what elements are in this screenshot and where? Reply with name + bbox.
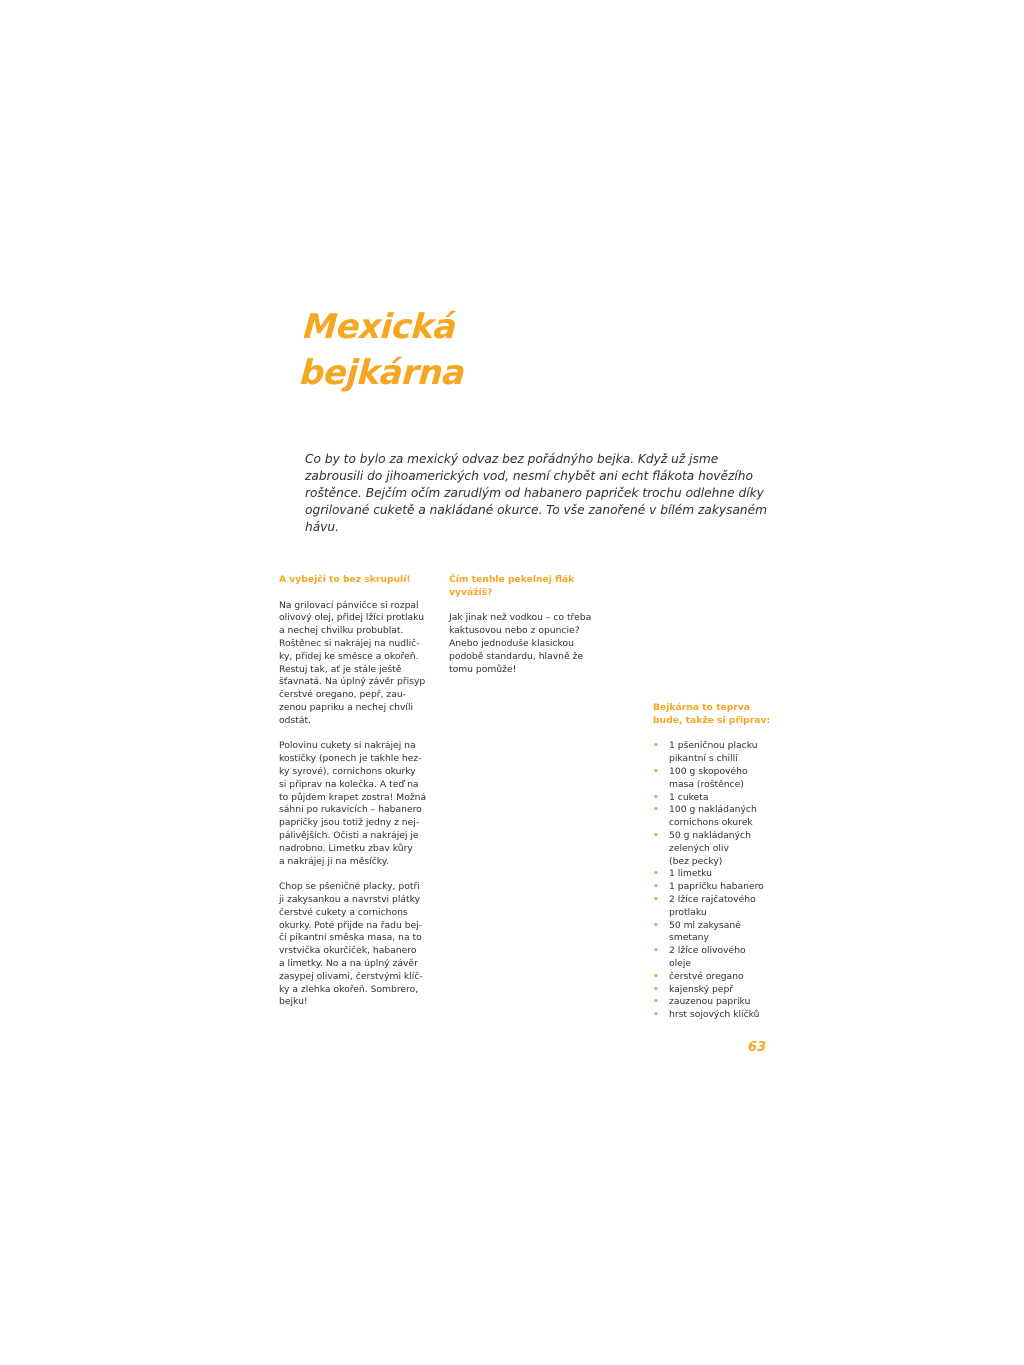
method-paragraph: Polovinu cukety si nakrájej na kostičky (ponech je takhle hez- ky syrové), cornichons okurky si připrav na kolečka. A teď na to půjdem krapet zostra! Možná sáhni po rukavicích – habanero papričky jsou totiž jedny z nej- pálivějších. Očisti a nakrájej je nadrobno. Limetku zbav kůry a nakrájej ji na měsíčky.	[279, 740, 427, 867]
recipe-title-line-1: Mexická	[302, 307, 458, 347]
ingredient-text: 1 cuketa	[669, 791, 709, 803]
bullet-icon: •	[653, 804, 659, 816]
ingredients-heading: Bejkárna to teprva bude, takže si připrav:	[653, 702, 771, 726]
bullet-icon: •	[653, 765, 659, 777]
recipe-title-line-2: bejkárna	[298, 353, 467, 393]
ingredient-item	[653, 894, 773, 920]
method-heading: A vybejči to bez skrupulí!	[279, 574, 411, 585]
ingredient-text: 2 lžíce rajčatového protlaku	[669, 893, 756, 918]
ingredient-text: 50 ml zakysané smetany	[669, 919, 741, 944]
method-paragraph: Chop se pšeničné placky, potři ji zakysankou a navrstvi plátky čerstvé cukety a cornichons okurky. Poté přijde na řadu bej- čí pikantní směska masa, na to vrstvička okurčiček, habanero a limetky. No a na úplný závěr zasypej olivami, čerstvými klíč- ky a zlehka okořeň. Sombrero, bejku!	[279, 881, 423, 1008]
ingredient-item	[653, 830, 773, 868]
intro-paragraph: Co by to bylo za mexický odvaz bez pořádnýho bejka. Když už jsme zabrousili do jihoamerických vod, nesmí chybět ani echt flákota hovězího roštěnce. Bejčím očím zarudlým od habanero papriček trochu odlehne díky ogrilované cuketě a nakládané okurce. To vše zanořené v bílém zakysaném hávu.	[305, 452, 768, 534]
bullet-icon: •	[653, 945, 659, 957]
ingredient-item	[653, 971, 773, 984]
ingredient-text: 50 g nakládaných zelených oliv (bez pecky)	[669, 829, 751, 867]
ingredient-text: čerstvé oregano	[669, 970, 744, 982]
bullet-icon: •	[653, 893, 659, 905]
pairing-text: Jak jinak než vodkou – co třeba kaktusovou nebo z opuncie? Anebo jednoduše klasickou podobě standardu, hlavně že tomu pomůže!	[449, 612, 592, 675]
method-paragraph: Na grilovací pánvičce si rozpal olivový olej, přidej lžíci protlaku a nechej chvilku probublat. Roštěnec si nakrájej na nudlič- ky, přidej ke směsce a okořeň. Restuj tak, ať je stále ještě šťavnatá. Na úplný závěr přisyp čerstvé oregano, pepř, zau- zenou papriku a nechej chvíli odstát.	[279, 599, 426, 726]
ingredient-item	[653, 766, 773, 792]
ingredient-text: kajenský pepř	[669, 983, 734, 995]
ingredients-list	[653, 740, 773, 1022]
recipe-title	[299, 304, 470, 396]
ingredient-text: 100 g nakládaných cornichons okurek	[669, 804, 757, 829]
ingredient-text: 1 limetku	[669, 868, 712, 880]
method-column	[279, 574, 429, 1009]
ingredient-item	[653, 792, 773, 805]
bullet-icon: •	[653, 996, 659, 1008]
pairing-heading: Čím tenhle pekelnej flák vyvážíš?	[449, 574, 575, 598]
ingredient-text: 100 g skopového masa (roštěnce)	[669, 765, 748, 790]
ingredient-item	[653, 881, 773, 894]
bullet-icon: •	[653, 829, 659, 841]
ingredient-text: hrst sojových klíčků	[669, 1009, 760, 1021]
bullet-icon: •	[653, 791, 659, 803]
ingredient-text: 1 papričku habanero	[669, 881, 764, 893]
bullet-icon: •	[653, 919, 659, 931]
ingredient-item	[653, 920, 773, 946]
ingredients-column	[653, 702, 773, 1022]
bullet-icon: •	[653, 1009, 659, 1021]
ingredient-text: 1 pšeničnou placku pikantní s chilli	[669, 740, 758, 765]
ingredient-item	[653, 740, 773, 766]
ingredient-item	[653, 804, 773, 830]
ingredient-item	[653, 868, 773, 881]
ingredient-item	[653, 1009, 773, 1022]
ingredient-item	[653, 996, 773, 1009]
bullet-icon: •	[653, 740, 659, 752]
bullet-icon: •	[653, 983, 659, 995]
bullet-icon: •	[653, 868, 659, 880]
pairing-column	[449, 574, 599, 676]
bullet-icon: •	[653, 881, 659, 893]
ingredient-text: zauzenou papriku	[669, 996, 751, 1008]
ingredient-item	[653, 945, 773, 971]
ingredient-item	[653, 984, 773, 997]
ingredient-text: 2 lžíce olivového oleje	[669, 945, 746, 969]
page-number: 63	[748, 1040, 767, 1055]
bullet-icon: •	[653, 970, 659, 982]
